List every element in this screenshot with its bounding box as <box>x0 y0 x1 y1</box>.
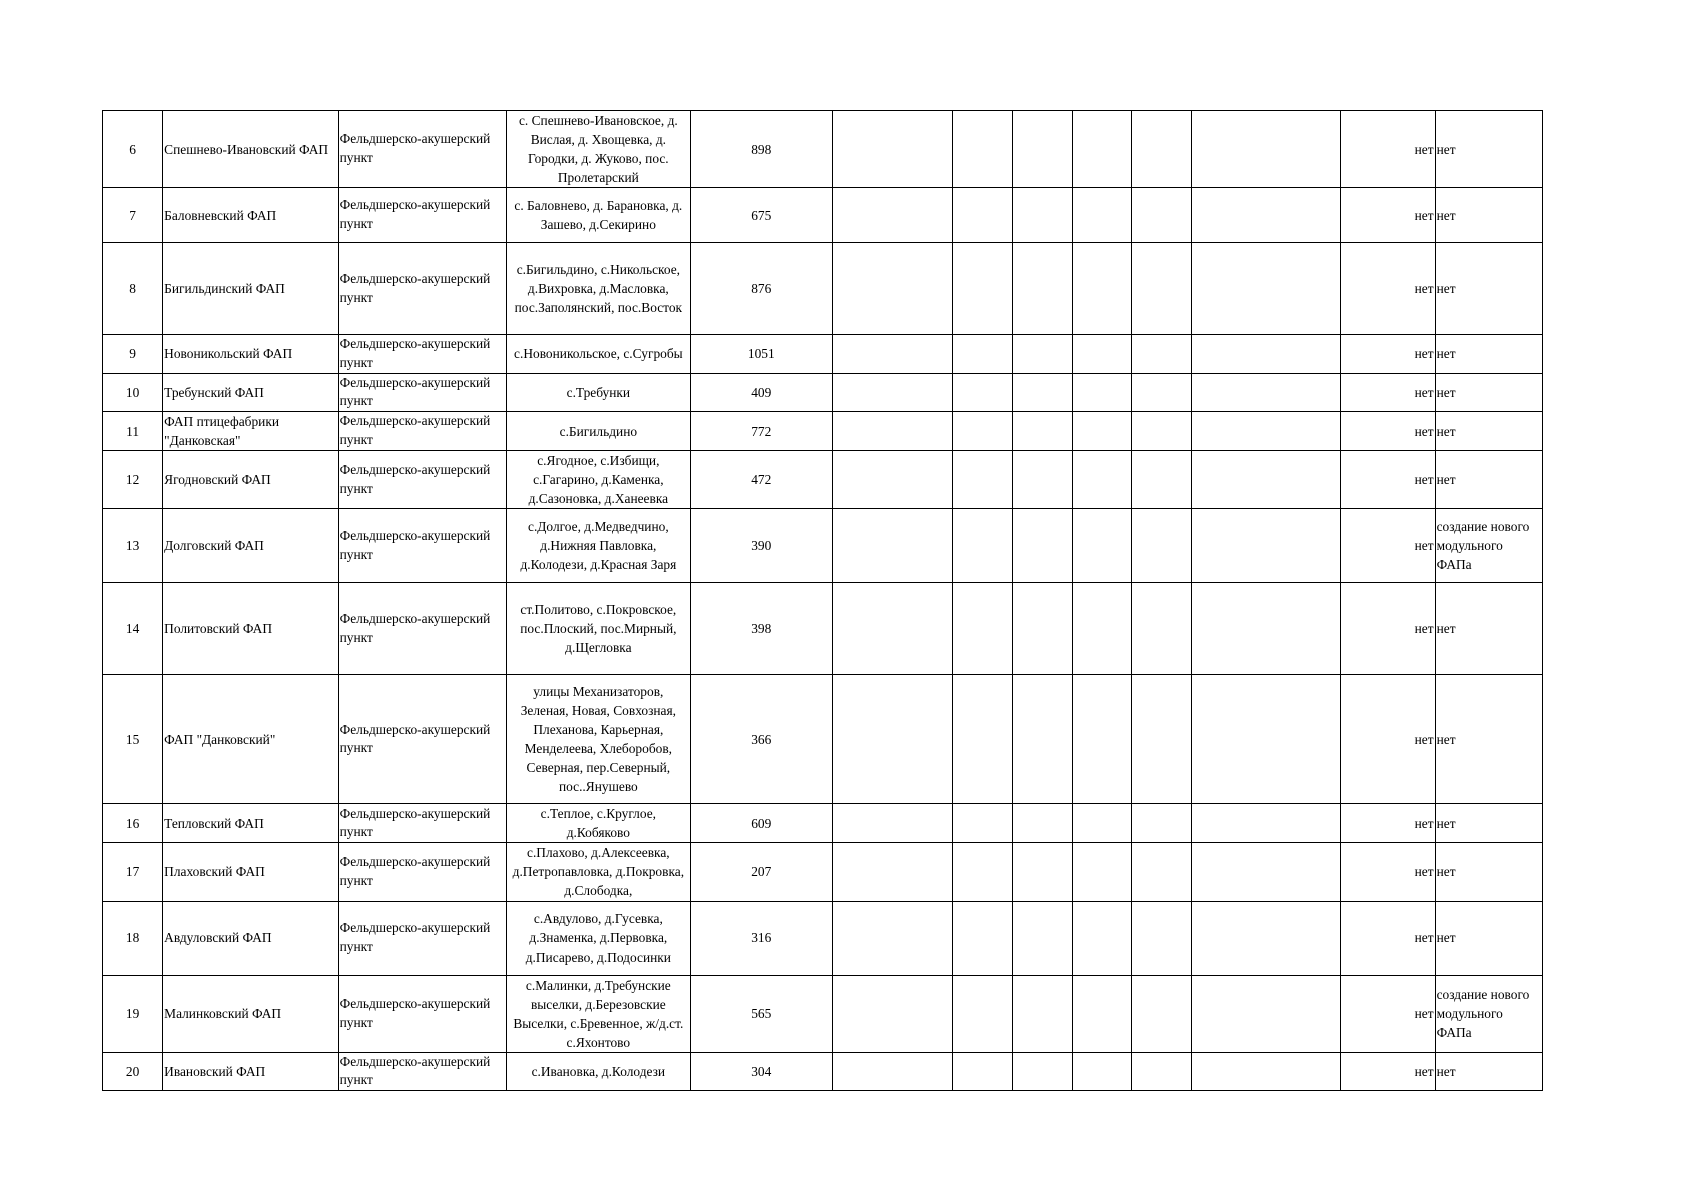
empty-cell <box>832 804 952 843</box>
population-cell: 898 <box>690 111 832 188</box>
table-row <box>103 412 1543 451</box>
fap-name-cell: Бигильдинский ФАП <box>163 243 338 335</box>
localities-cell: с.Долгое, д.Медведчино, д.Нижняя Павловка, д.Колодези, д.Красная Заря <box>507 509 691 583</box>
row-number-cell: 7 <box>103 188 163 243</box>
fap-name-cell: ФАП "Данковский" <box>163 675 338 804</box>
empty-cell <box>953 675 1013 804</box>
empty-cell <box>953 243 1013 335</box>
empty-cell <box>1072 901 1131 975</box>
row-number-cell: 10 <box>103 373 163 412</box>
empty-cell <box>1072 188 1131 243</box>
fap-name-cell: Требунский ФАП <box>163 373 338 412</box>
row-number-cell: 18 <box>103 901 163 975</box>
status-cell-a: нет <box>1341 243 1435 335</box>
empty-cell <box>1191 901 1340 975</box>
fap-registry-table <box>102 110 1543 1091</box>
empty-cell <box>1191 451 1340 509</box>
empty-cell <box>1131 975 1191 1052</box>
fap-name-cell: Долговский ФАП <box>163 509 338 583</box>
table-row <box>103 111 1543 188</box>
localities-cell: с.Малинки, д.Требунские выселки, д.Березовские Выселки, с.Бревенное, ж/д.ст. с.Яхонтово <box>507 975 691 1052</box>
table-row <box>103 975 1543 1052</box>
status-cell-a: нет <box>1341 1052 1435 1091</box>
status-cell-a: нет <box>1341 373 1435 412</box>
row-number-cell: 6 <box>103 111 163 188</box>
empty-cell <box>1013 243 1072 335</box>
fap-name-cell: Новоникольский ФАП <box>163 335 338 374</box>
status-cell-a: нет <box>1341 335 1435 374</box>
table-row <box>103 188 1543 243</box>
empty-cell <box>1072 243 1131 335</box>
empty-cell <box>1072 451 1131 509</box>
empty-cell <box>1131 335 1191 374</box>
row-number-cell: 12 <box>103 451 163 509</box>
empty-cell <box>1131 188 1191 243</box>
status-cell-a: нет <box>1341 451 1435 509</box>
localities-cell: с.Бигильдино <box>507 412 691 451</box>
facility-type-cell: Фельдшерско-акушерский пункт <box>338 412 506 451</box>
empty-cell <box>1131 412 1191 451</box>
row-number-cell: 11 <box>103 412 163 451</box>
empty-cell <box>1072 373 1131 412</box>
row-number-cell: 20 <box>103 1052 163 1091</box>
empty-cell <box>1013 843 1072 901</box>
status-cell-b: нет <box>1435 583 1542 675</box>
table-body <box>103 111 1543 1091</box>
empty-cell <box>1072 583 1131 675</box>
status-cell-b: нет <box>1435 901 1542 975</box>
localities-cell: с. Спешнево-Ивановское, д. Вислая, д. Хвощевка, д. Городки, д. Жуково, пос. Пролетарский <box>507 111 691 188</box>
population-cell: 472 <box>690 451 832 509</box>
table-row <box>103 335 1543 374</box>
empty-cell <box>1072 111 1131 188</box>
empty-cell <box>953 804 1013 843</box>
empty-cell <box>1131 843 1191 901</box>
empty-cell <box>1072 675 1131 804</box>
status-cell-a: нет <box>1341 412 1435 451</box>
empty-cell <box>1191 975 1340 1052</box>
facility-type-cell: Фельдшерско-акушерский пункт <box>338 804 506 843</box>
localities-cell: с.Новоникольское, с.Сугробы <box>507 335 691 374</box>
localities-cell: с.Плахово, д.Алексеевка, д.Петропавловка, д.Покровка, д.Слободка, <box>507 843 691 901</box>
status-cell-a: нет <box>1341 975 1435 1052</box>
empty-cell <box>1072 843 1131 901</box>
empty-cell <box>1191 188 1340 243</box>
population-cell: 675 <box>690 188 832 243</box>
status-cell-a: нет <box>1341 111 1435 188</box>
facility-type-cell: Фельдшерско-акушерский пункт <box>338 975 506 1052</box>
empty-cell <box>953 373 1013 412</box>
empty-cell <box>1131 1052 1191 1091</box>
status-cell-b: создание нового модульного ФАПа <box>1435 509 1542 583</box>
empty-cell <box>1131 583 1191 675</box>
empty-cell <box>953 583 1013 675</box>
fap-name-cell: Авдуловский ФАП <box>163 901 338 975</box>
empty-cell <box>1072 509 1131 583</box>
empty-cell <box>1013 583 1072 675</box>
status-cell-a: нет <box>1341 843 1435 901</box>
empty-cell <box>1191 804 1340 843</box>
fap-name-cell: Тепловский ФАП <box>163 804 338 843</box>
status-cell-b: нет <box>1435 843 1542 901</box>
table-row <box>103 843 1543 901</box>
empty-cell <box>1013 509 1072 583</box>
empty-cell <box>1072 1052 1131 1091</box>
status-cell-a: нет <box>1341 188 1435 243</box>
status-cell-b: нет <box>1435 1052 1542 1091</box>
population-cell: 409 <box>690 373 832 412</box>
empty-cell <box>1013 675 1072 804</box>
table-row <box>103 583 1543 675</box>
table-row <box>103 243 1543 335</box>
empty-cell <box>953 111 1013 188</box>
facility-type-cell: Фельдшерско-акушерский пункт <box>338 188 506 243</box>
population-cell: 304 <box>690 1052 832 1091</box>
row-number-cell: 8 <box>103 243 163 335</box>
empty-cell <box>1131 509 1191 583</box>
population-cell: 609 <box>690 804 832 843</box>
empty-cell <box>953 901 1013 975</box>
localities-cell: улицы Механизаторов, Зеленая, Новая, Совхозная, Плеханова, Карьерная, Менделеева, Хлеборобов, Северная, пер.Северный, пос..Янушево <box>507 675 691 804</box>
empty-cell <box>832 1052 952 1091</box>
empty-cell <box>1013 1052 1072 1091</box>
status-cell-b: нет <box>1435 188 1542 243</box>
empty-cell <box>1131 451 1191 509</box>
empty-cell <box>1191 335 1340 374</box>
empty-cell <box>1191 373 1340 412</box>
status-cell-a: нет <box>1341 804 1435 843</box>
table-row <box>103 373 1543 412</box>
localities-cell: ст.Политово, с.Покровское, пос.Плоский, пос.Мирный, д.Щегловка <box>507 583 691 675</box>
table-row <box>103 901 1543 975</box>
status-cell-b: нет <box>1435 804 1542 843</box>
localities-cell: с.Ивановка, д.Колодези <box>507 1052 691 1091</box>
status-cell-a: нет <box>1341 675 1435 804</box>
empty-cell <box>953 843 1013 901</box>
localities-cell: с. Баловнево, д. Барановка, д. Зашево, д.Секирино <box>507 188 691 243</box>
status-cell-b: нет <box>1435 412 1542 451</box>
status-cell-b: нет <box>1435 111 1542 188</box>
row-number-cell: 19 <box>103 975 163 1052</box>
empty-cell <box>1131 901 1191 975</box>
localities-cell: с.Авдулово, д.Гусевка, д.Знаменка, д.Первовка, д.Писарево, д.Подосинки <box>507 901 691 975</box>
row-number-cell: 16 <box>103 804 163 843</box>
empty-cell <box>1072 335 1131 374</box>
empty-cell <box>953 188 1013 243</box>
fap-name-cell: Спешнево-Ивановский ФАП <box>163 111 338 188</box>
facility-type-cell: Фельдшерско-акушерский пункт <box>338 843 506 901</box>
population-cell: 1051 <box>690 335 832 374</box>
fap-name-cell: Ивановский ФАП <box>163 1052 338 1091</box>
empty-cell <box>832 583 952 675</box>
empty-cell <box>832 243 952 335</box>
empty-cell <box>953 509 1013 583</box>
empty-cell <box>953 335 1013 374</box>
facility-type-cell: Фельдшерско-акушерский пункт <box>338 451 506 509</box>
population-cell: 876 <box>690 243 832 335</box>
table-row <box>103 509 1543 583</box>
population-cell: 565 <box>690 975 832 1052</box>
empty-cell <box>832 188 952 243</box>
empty-cell <box>1131 804 1191 843</box>
population-cell: 390 <box>690 509 832 583</box>
facility-type-cell: Фельдшерско-акушерский пункт <box>338 901 506 975</box>
empty-cell <box>832 975 952 1052</box>
row-number-cell: 13 <box>103 509 163 583</box>
localities-cell: с.Ягодное, с.Избищи, с.Гагарино, д.Каменка, д.Сазоновка, д.Ханеевка <box>507 451 691 509</box>
empty-cell <box>1013 412 1072 451</box>
fap-name-cell: Политовский ФАП <box>163 583 338 675</box>
population-cell: 398 <box>690 583 832 675</box>
empty-cell <box>1131 111 1191 188</box>
empty-cell <box>1191 509 1340 583</box>
empty-cell <box>832 901 952 975</box>
empty-cell <box>1191 583 1340 675</box>
status-cell-a: нет <box>1341 509 1435 583</box>
facility-type-cell: Фельдшерско-акушерский пункт <box>338 373 506 412</box>
empty-cell <box>953 1052 1013 1091</box>
empty-cell <box>1013 901 1072 975</box>
table-row <box>103 451 1543 509</box>
population-cell: 207 <box>690 843 832 901</box>
row-number-cell: 17 <box>103 843 163 901</box>
empty-cell <box>832 675 952 804</box>
empty-cell <box>1072 412 1131 451</box>
localities-cell: с.Требунки <box>507 373 691 412</box>
facility-type-cell: Фельдшерско-акушерский пункт <box>338 583 506 675</box>
status-cell-b: нет <box>1435 243 1542 335</box>
localities-cell: с.Бигильдино, с.Никольское, д.Вихровка, д.Масловка, пос.Заполянский, пос.Восток <box>507 243 691 335</box>
empty-cell <box>1191 243 1340 335</box>
empty-cell <box>953 451 1013 509</box>
row-number-cell: 9 <box>103 335 163 374</box>
fap-name-cell: ФАП птицефабрики "Данковская" <box>163 412 338 451</box>
empty-cell <box>1191 111 1340 188</box>
empty-cell <box>832 335 952 374</box>
empty-cell <box>1191 1052 1340 1091</box>
status-cell-b: нет <box>1435 675 1542 804</box>
status-cell-a: нет <box>1341 583 1435 675</box>
empty-cell <box>832 412 952 451</box>
facility-type-cell: Фельдшерско-акушерский пункт <box>338 111 506 188</box>
row-number-cell: 15 <box>103 675 163 804</box>
table-row <box>103 804 1543 843</box>
empty-cell <box>832 509 952 583</box>
fap-name-cell: Плаховский ФАП <box>163 843 338 901</box>
empty-cell <box>1131 243 1191 335</box>
population-cell: 366 <box>690 675 832 804</box>
empty-cell <box>1191 412 1340 451</box>
empty-cell <box>832 111 952 188</box>
status-cell-a: нет <box>1341 901 1435 975</box>
empty-cell <box>1013 373 1072 412</box>
localities-cell: с.Теплое, с.Круглое, д.Кобяково <box>507 804 691 843</box>
status-cell-b: нет <box>1435 373 1542 412</box>
facility-type-cell: Фельдшерско-акушерский пункт <box>338 1052 506 1091</box>
fap-name-cell: Баловневский ФАП <box>163 188 338 243</box>
empty-cell <box>1013 188 1072 243</box>
status-cell-b: создание нового модульного ФАПа <box>1435 975 1542 1052</box>
table-row <box>103 675 1543 804</box>
empty-cell <box>1131 373 1191 412</box>
population-cell: 772 <box>690 412 832 451</box>
empty-cell <box>832 373 952 412</box>
status-cell-b: нет <box>1435 451 1542 509</box>
row-number-cell: 14 <box>103 583 163 675</box>
empty-cell <box>953 412 1013 451</box>
empty-cell <box>832 843 952 901</box>
facility-type-cell: Фельдшерско-акушерский пункт <box>338 243 506 335</box>
empty-cell <box>953 975 1013 1052</box>
facility-type-cell: Фельдшерско-акушерский пункт <box>338 675 506 804</box>
empty-cell <box>1072 804 1131 843</box>
empty-cell <box>1131 675 1191 804</box>
facility-type-cell: Фельдшерско-акушерский пункт <box>338 335 506 374</box>
empty-cell <box>1013 335 1072 374</box>
empty-cell <box>1013 111 1072 188</box>
empty-cell <box>1191 675 1340 804</box>
empty-cell <box>1191 843 1340 901</box>
empty-cell <box>832 451 952 509</box>
empty-cell <box>1013 975 1072 1052</box>
population-cell: 316 <box>690 901 832 975</box>
empty-cell <box>1072 975 1131 1052</box>
fap-name-cell: Малинковский ФАП <box>163 975 338 1052</box>
empty-cell <box>1013 451 1072 509</box>
status-cell-b: нет <box>1435 335 1542 374</box>
fap-name-cell: Ягодновский ФАП <box>163 451 338 509</box>
facility-type-cell: Фельдшерско-акушерский пункт <box>338 509 506 583</box>
table-row <box>103 1052 1543 1091</box>
empty-cell <box>1013 804 1072 843</box>
